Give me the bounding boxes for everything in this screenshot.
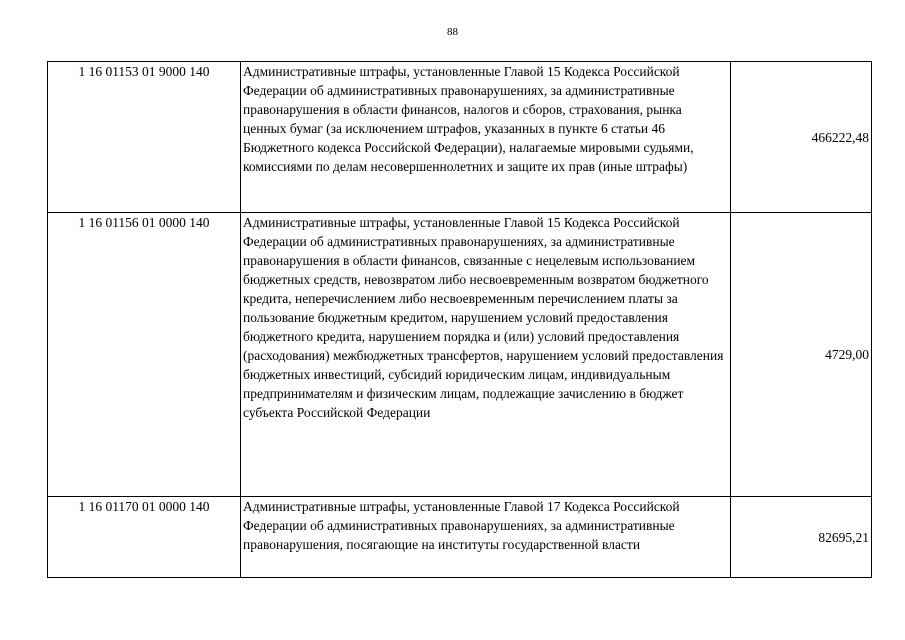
budget-classification-code: 1 16 01156 01 0000 140 xyxy=(48,213,241,497)
revenue-description: Административные штрафы, установленные Главой 15 Кодекса Российской Федерации об административных правонарушениях, за административные правонарушения в области финансов, налогов и сборов, страхования, рынка ценных бумаг (за исключением штрафов, указанных в пункте 6 статьи 46 Бюджетного кодекса Российской Федерации), налагаемые мировыми судьями, комиссиями по делам несовершеннолетних и защите их прав (иные штрафы) xyxy=(241,62,731,213)
revenue-amount: 466222,48 xyxy=(731,62,872,213)
budget-classification-code: 1 16 01170 01 0000 140 xyxy=(48,497,241,578)
table-row xyxy=(48,213,872,497)
page-number: 88 xyxy=(447,26,458,38)
table-row xyxy=(48,62,872,213)
table-row xyxy=(48,497,872,578)
revenue-description: Административные штрафы, установленные Главой 17 Кодекса Российской Федерации об административных правонарушениях, за административные правонарушения, посягающие на институты государственной власти xyxy=(241,497,731,578)
budget-classification-code: 1 16 01153 01 9000 140 xyxy=(48,62,241,213)
budget-revenue-table xyxy=(47,61,872,578)
revenue-amount: 82695,21 xyxy=(731,497,872,578)
revenue-description: Административные штрафы, установленные Главой 15 Кодекса Российской Федерации об административных правонарушениях, за административные правонарушения в области финансов, связанные с нецелевым использованием бюджетных средств, невозвратом либо несвоевременным возвратом бюджетного кредита, неперечислением либо несвоевременным перечислением платы за пользование бюджетным кредитом, нарушением условий предоставления бюджетного кредита, нарушением порядка и (или) условий предоставления (расходования) межбюджетных трансфертов, нарушением условий предоставления бюджетных инвестиций, субсидий юридическим лицам, индивидуальным предпринимателям и физическим лицам, подлежащие зачислению в бюджет субъекта Российской Федерации xyxy=(241,213,731,497)
revenue-amount: 4729,00 xyxy=(731,213,872,497)
